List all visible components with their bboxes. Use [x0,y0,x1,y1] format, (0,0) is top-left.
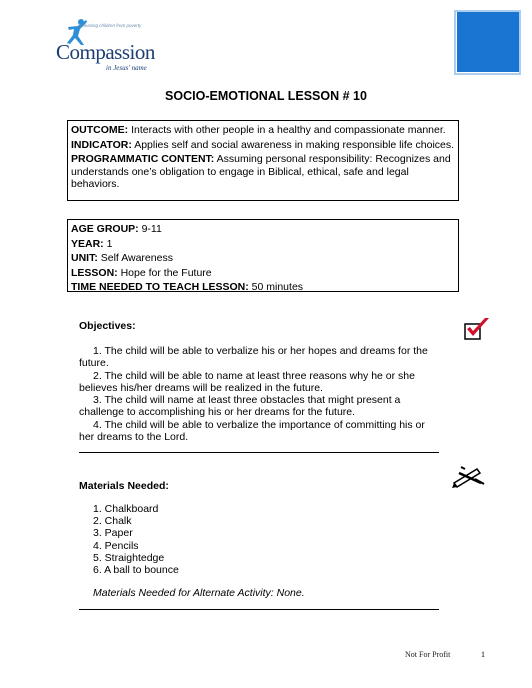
year-label: YEAR: [71,237,104,250]
objective-3-line-1: 3. The child will name at least three obstacles that might present a [93,394,401,407]
outcome-label: OUTCOME: [71,124,129,136]
age-value: 9-11 [138,223,162,235]
logo-name: Compassion [56,40,155,64]
objective-1-line-2: future. [79,357,109,370]
material-item-6: 6. A ball to bounce [93,564,179,577]
material-item-3: 3. Paper [93,527,133,540]
section-divider-1 [79,452,439,453]
material-item-2: 2. Chalk [93,515,132,528]
material-item-5: 5. Straightedge [93,551,165,564]
blue-corner-block [457,12,519,72]
lesson-info-box [67,219,459,292]
objective-4-line-2: her dreams to the Lord. [79,431,189,444]
material-item-1: 1. Chalkboard [93,503,159,515]
objectives-list [79,345,449,443]
program-line [71,153,455,191]
program-text: Assuming personal responsibility: Recognizes and understands one’s obligation to engage in Biblical, ethical, safe and legal behaviors. [71,153,451,191]
alternate-materials: Materials Needed for Alternate Activity: None. [93,587,305,599]
material-item-4: 4. Pencils [93,539,139,552]
year-line [71,238,455,251]
outcome-line [71,124,455,137]
age-label: AGE GROUP: [71,223,139,235]
indicator-label: INDICATOR: [71,138,132,151]
lesson-line [71,267,455,280]
objective-4-line-1: 4. The child will be able to verbalize the importance of committing his or [93,418,425,431]
pencil-ruler-icon [451,463,487,489]
section-divider-2 [79,609,439,610]
outcome-text: Interacts with other people in a healthy and compassionate manner. [128,124,446,136]
age-line [71,223,455,236]
objective-1-line-1: 1. The child will be able to verbalize his or her hopes and dreams for the [93,345,428,357]
objective-3-line-2: challenge to accomplishing his or her dreams for the future. [79,406,356,419]
time-label: TIME NEEDED TO TEACH LESSON: [71,281,249,294]
indicator-text: Applies self and social awareness in making responsible life choices. [131,138,455,151]
footer-text: Not For Profit [405,650,451,659]
page-title: SOCIO-EMOTIONAL LESSON # 10 [165,89,367,103]
objective-2-line-2: believes his/her dreams will be realized in the future. [79,381,323,394]
indicator-line [71,139,455,152]
unit-label: UNIT: [71,252,98,265]
time-line [71,281,455,294]
compassion-logo [56,16,171,72]
lesson-value: Hope for the Future [117,266,212,279]
page-number: 1 [481,650,485,659]
logo-tagline: Releasing children from poverty [78,23,142,28]
objectives-heading: Objectives: [79,320,136,332]
materials-list [79,503,179,576]
outcome-box [67,120,459,201]
year-value: 1 [103,237,113,250]
checkbox-check-icon [463,316,491,342]
lesson-label: LESSON: [71,266,118,279]
unit-line [71,252,455,265]
time-value: 50 minutes [248,281,304,294]
logo-subtitle: in Jesus' name [106,64,147,72]
objective-2-line-1: 2. The child will be able to name at least three reasons why he or she [93,369,415,382]
program-label: PROGRAMMATIC CONTENT: [71,153,215,166]
unit-value: Self Awareness [97,252,173,265]
materials-heading: Materials Needed: [79,480,169,492]
